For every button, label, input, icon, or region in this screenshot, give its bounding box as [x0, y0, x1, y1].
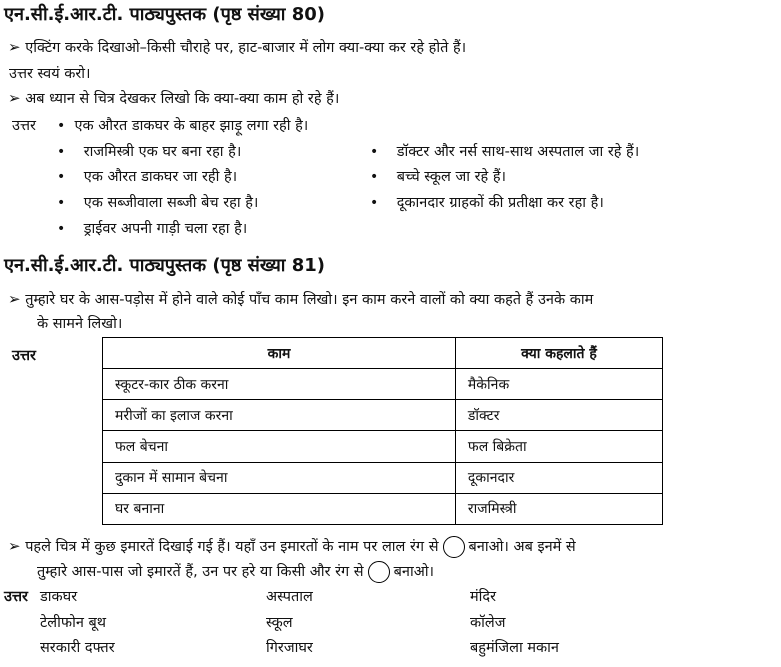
bullet-icon: •: [57, 118, 66, 134]
bullet-item: • एक सब्जीवाला सब्जी बेच रहा है।: [57, 195, 259, 211]
question-4-line2: तुम्हारे आस-पास जो इमारतें हैं, उन पर हरे या किसी और रंग से बनाओ।: [37, 561, 434, 583]
bullet-icon: •: [57, 221, 66, 237]
table-cell: स्कूटर-कार ठीक करना: [103, 369, 456, 400]
table-cell: फल बेचना: [103, 431, 456, 462]
question-4: ➢ पहले चित्र में कुछ इमारतें दिखाई गई हैं। यहाँ उन इमारतों के नाम पर लाल रंग से बनाओ। अब इनमें से: [8, 536, 576, 558]
building-item: टेलीफोन बूथ: [40, 615, 107, 631]
question-3: [8, 289, 593, 309]
bullet-icon: •: [57, 169, 66, 185]
question-4-text: पहले चित्र में कुछ इमारतें दिखाई गई हैं। यहाँ उन इमारतों के नाम पर लाल रंग से: [25, 539, 439, 555]
table-row: [103, 493, 663, 524]
answer-label: उत्तर: [12, 118, 36, 134]
building-item: अस्पताल: [266, 589, 313, 605]
table-row: [103, 400, 663, 431]
bullet-item: • एक औरत डाकघर के बाहर झाड़ू लगा रही है।: [57, 118, 309, 134]
jobs-table: [102, 337, 663, 525]
table-cell: दुकान में सामान बेचना: [103, 462, 456, 493]
bullet-item: • ड्राईवर अपनी गाड़ी चला रहा है।: [57, 221, 248, 237]
table-cell: घर बनाना: [103, 493, 456, 524]
table-cell: मरीजों का इलाज करना: [103, 400, 456, 431]
arrow-bullet-icon: ➢: [8, 290, 21, 308]
table-cell: मैकेनिक: [455, 369, 662, 400]
building-item: कॉलेज: [470, 615, 506, 631]
answer-1: उत्तर स्वयं करो।: [9, 66, 91, 82]
answer-label: उत्तर: [4, 589, 28, 605]
table-row: [103, 369, 663, 400]
table-header: क्या कहलाते हैं: [455, 338, 662, 369]
bullet-item: • बच्चे स्कूल जा रहे हैं।: [370, 169, 507, 185]
table-cell: राजमिस्त्री: [455, 493, 662, 524]
question-3-text: तुम्हारे घर के आस-पड़ोस में होने वाले कोई पाँच काम लिखो। इन काम करने वालों को क्या कहते हैं उनके काम: [25, 292, 594, 308]
table-row: [103, 462, 663, 493]
question-2-text: अब ध्यान से चित्र देखकर लिखो कि क्या-क्या काम हो रहे हैं।: [25, 91, 340, 107]
question-2: [8, 88, 339, 108]
building-item: डाकघर: [40, 589, 78, 605]
bullet-item: • राजमिस्त्री एक घर बना रहा है।: [57, 144, 242, 160]
bullet-icon: •: [370, 169, 379, 185]
table-cell: फल बिक्रेता: [455, 431, 662, 462]
building-item: बहुमंजिला मकान: [470, 640, 559, 656]
table-header: काम: [103, 338, 456, 369]
section-heading-81: एन.सी.ई.आर.टी. पाठ्यपुस्तक (पृष्ठ संख्या 81): [4, 255, 326, 276]
building-item: स्कूल: [266, 615, 293, 631]
bullet-icon: •: [57, 195, 66, 211]
building-item: मंदिर: [470, 589, 497, 605]
question-3-line2: के सामने लिखो।: [37, 316, 123, 332]
bullet-icon: •: [57, 144, 66, 160]
arrow-bullet-icon: ➢: [8, 38, 21, 56]
circle-icon: [443, 536, 465, 558]
question-1-text: एक्टिंग करके दिखाओ–किसी चौराहे पर, हाट-बाजार में लोग क्या-क्या कर रहे होते हैं।: [25, 40, 467, 56]
table-cell: दूकानदार: [455, 462, 662, 493]
bullet-item: • डॉक्टर और नर्स साथ-साथ अस्पताल जा रहे हैं।: [370, 144, 640, 160]
circle-icon: [368, 561, 390, 583]
bullet-item: • एक औरत डाकघर जा रही है।: [57, 169, 238, 185]
arrow-bullet-icon: ➢: [8, 537, 21, 555]
building-item: गिरजाघर: [266, 640, 313, 656]
bullet-icon: •: [370, 195, 379, 211]
table-cell: डॉक्टर: [455, 400, 662, 431]
table-row: [103, 431, 663, 462]
table-header-row: [103, 338, 663, 369]
arrow-bullet-icon: ➢: [8, 89, 21, 107]
bullet-item: • दूकानदार ग्राहकों की प्रतीक्षा कर रहा है।: [370, 195, 604, 211]
section-heading-80: एन.सी.ई.आर.टी. पाठ्यपुस्तक (पृष्ठ संख्या 80): [4, 4, 326, 25]
building-item: सरकारी दफ्तर: [40, 640, 115, 656]
answer-label: उत्तर: [12, 348, 36, 364]
question-1: [8, 37, 466, 57]
bullet-icon: •: [370, 144, 379, 160]
